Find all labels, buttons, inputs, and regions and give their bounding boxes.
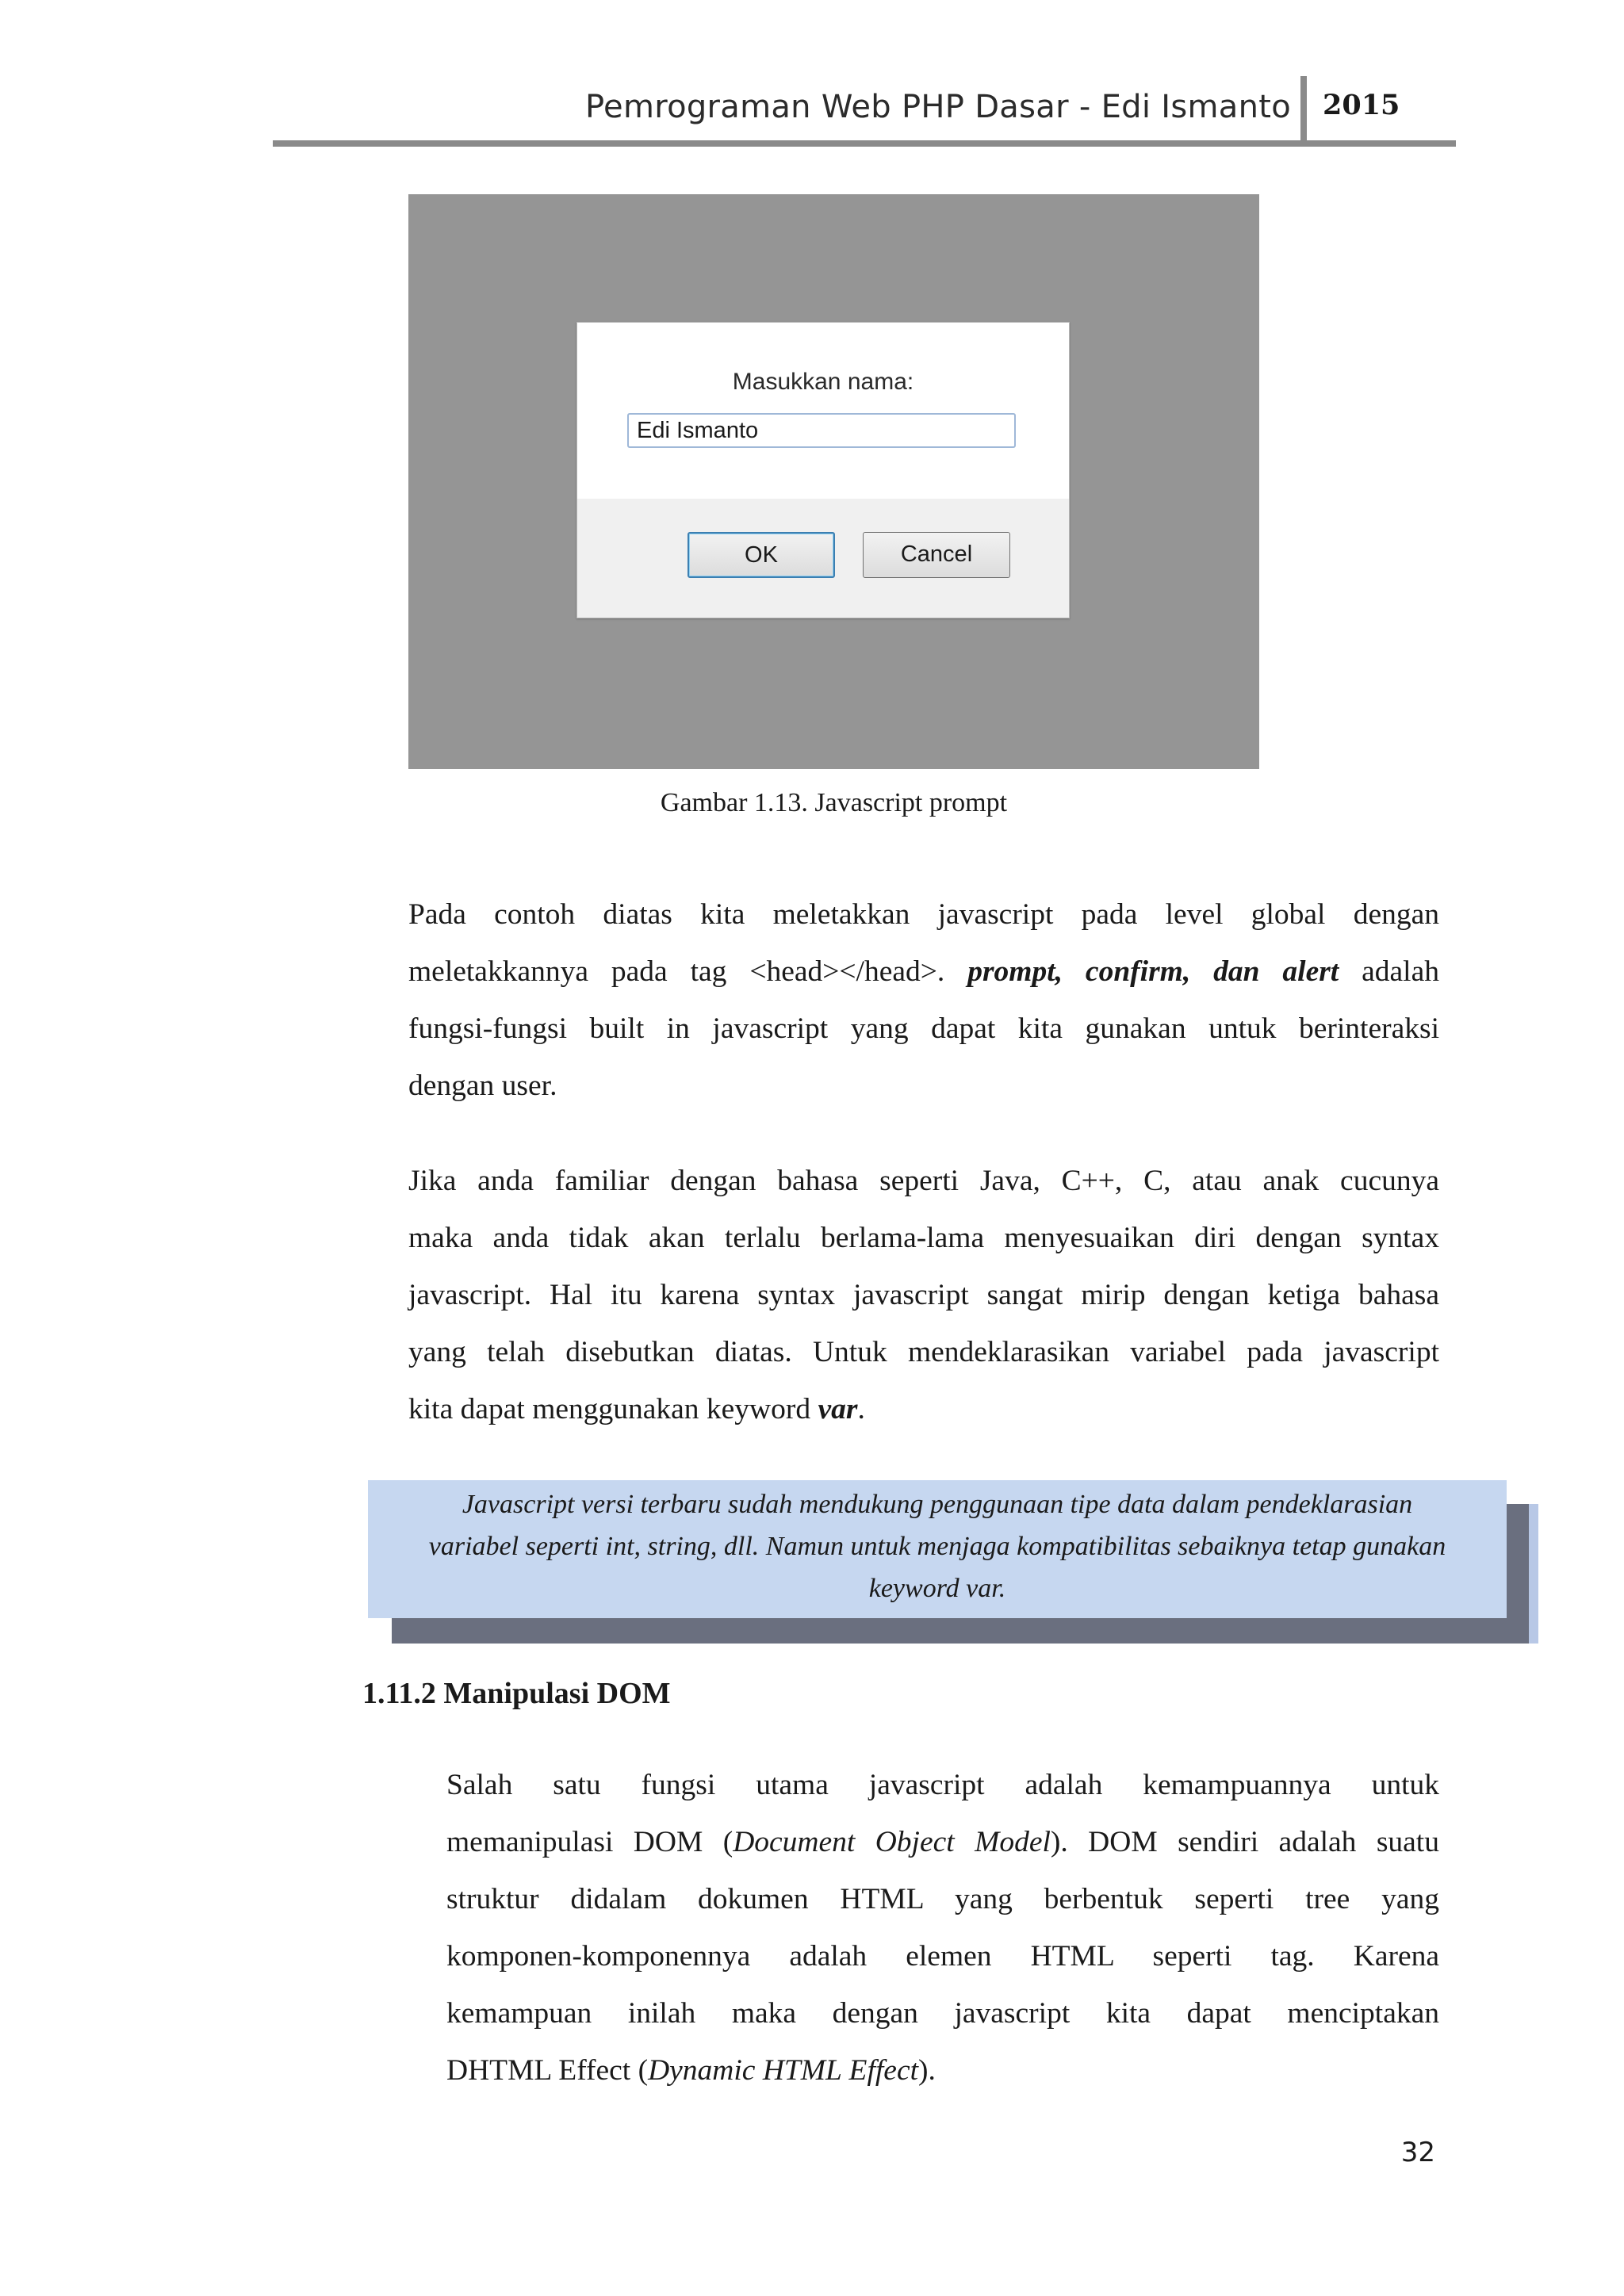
text-run: DHTML Effect ( (446, 2054, 649, 2087)
emphasis-functions: prompt, confirm, dan alert (967, 955, 1339, 988)
prompt-input[interactable]: Edi Ismanto (627, 413, 1016, 448)
text-line: struktur didalam dokumen HTML yang berbentuk seperti tree yang (446, 1883, 1439, 1915)
text-line: yang telah disebutkan diatas. Untuk mendeklarasikan variabel pada javascript (408, 1336, 1439, 1368)
cancel-button[interactable]: Cancel (863, 532, 1010, 578)
text-run: meletakkannya pada tag <head></head>. (408, 955, 968, 988)
text-run: kita dapat menggunakan keyword (408, 1393, 818, 1425)
text-line: dengan user. (408, 1070, 557, 1102)
note-box (368, 1480, 1507, 1618)
text-line: maka anda tidak akan terlalu berlama-lama menyesuaikan diri dengan syntax (408, 1222, 1439, 1254)
text-run: ). DOM sendiri adalah suatu (1050, 1826, 1439, 1858)
text-line: komponen-komponennya adalah elemen HTML seperti tag. Karena (446, 1940, 1439, 1973)
text-line (446, 1814, 1439, 1871)
text-line: kemampuan inilah maka dengan javascript kita dapat menciptakan (446, 1997, 1439, 2030)
emphasis-dhtml: Dynamic HTML Effect (648, 2054, 919, 2087)
running-header-title: Pemrograman Web PHP Dasar - Edi Ismanto (585, 89, 1291, 125)
ok-button[interactable]: OK (688, 532, 835, 578)
paragraph-global-javascript (408, 886, 1439, 1115)
keyword-var: var (818, 1393, 858, 1425)
text-run: adalah (1339, 955, 1439, 988)
text-line: Pada contoh diatas kita meletakkan javascript pada level global dengan (408, 898, 1439, 931)
text-run: . (857, 1393, 865, 1425)
text-line: javascript. Hal itu karena syntax javascript sangat mirip dengan ketiga bahasa (408, 1279, 1439, 1311)
paragraph-syntax (408, 1153, 1439, 1438)
text-line: fungsi-fungsi built in javascript yang dapat kita gunakan untuk berinteraksi (408, 1012, 1439, 1045)
text-line: Salah satu fungsi utama javascript adalah kemampuannya untuk (446, 1769, 1439, 1801)
header-divider (1300, 76, 1307, 144)
text-line (408, 1381, 1439, 1438)
note-box-edge (1529, 1504, 1538, 1644)
header-rule (273, 140, 1456, 147)
prompt-dialog (576, 322, 1070, 618)
text-run: memanipulasi DOM ( (446, 1826, 733, 1858)
text-line (408, 943, 1439, 1001)
emphasis-dom: Document Object Model (733, 1826, 1051, 1858)
prompt-dialog-body (577, 323, 1069, 499)
note-line: variabel seperti int, string, dll. Namun untuk menjaga kompatibilitas sebaiknya tetap gunakan (428, 1532, 1446, 1561)
paragraph-dom (446, 1757, 1439, 2099)
prompt-label: Masukkan nama: (732, 369, 914, 395)
section-heading: 1.11.2 Manipulasi DOM (362, 1677, 671, 1710)
page-number: 32 (1400, 2137, 1435, 2168)
prompt-screenshot (408, 194, 1259, 769)
note-line: Javascript versi terbaru sudah mendukung penggunaan tipe data dalam pendeklarasian (462, 1490, 1413, 1519)
text-line: Jika anda familiar dengan bahasa seperti Java, C++, C, atau anak cucunya (408, 1165, 1439, 1197)
text-line (446, 2042, 1439, 2099)
note-line: keyword var. (868, 1574, 1006, 1603)
text-run: ). (918, 2054, 936, 2087)
running-header-year: 2015 (1323, 89, 1400, 121)
figure-caption: Gambar 1.13. Javascript prompt (660, 788, 1008, 817)
